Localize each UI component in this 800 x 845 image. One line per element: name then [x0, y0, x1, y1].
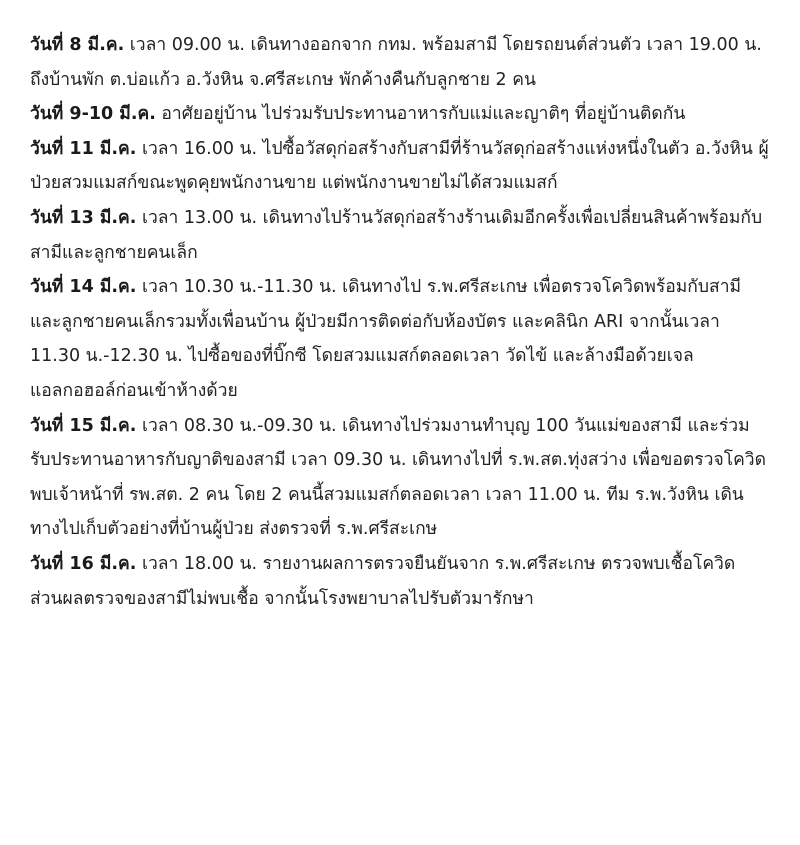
- entry-text: เวลา 10.30 น.-11.30 น. เดินทางไป ร.พ.ศรีสะเกษ เพื่อตรวจโควิดพร้อมกับสามี และลูกชายคนเล็กรวมทั้งเพื่อนบ้าน ผู้ป่วยมีการติดต่อกับห้องบัตร และคลินิก ARI จากนั้นเวลา 11.30 น.-12.30 น. ไปซื้อของที่บิ๊กซี โดยสวมแมสก์ตลอดเวลา วัดไข้ และล้างมือด้วยเจลแอลกอฮอล์ก่อนเข้าห้างด้วย: [30, 277, 742, 401]
- entry-text: เวลา 08.30 น.-09.30 น. เดินทางไปร่วมงานทำบุญ 100 วันแม่ของสามี และร่วมรับประทานอาหารกับญาติของสามี เวลา 09.30 น. เดินทางไปที่ ร.พ.สต.ทุ่งสว่าง เพื่อขอตรวจโควิด พบเจ้าหน้าที่ รพ.สต. 2 คน โดย 2 คนนี้สวมแมสก์ตลอดเวลา เวลา 11.00 น. ทีม ร.พ.วังหิน เดินทางไปเก็บตัวอย่างที่บ้านผู้ป่วย ส่งตรวจที่ ร.พ.ศรีสะเกษ: [30, 415, 766, 540]
- timeline-entry: [30, 132, 770, 201]
- timeline-entry: [30, 97, 770, 132]
- entry-date: วันที่ 11 มี.ค.: [30, 138, 137, 159]
- entry-text: อาศัยอยู่บ้าน ไปร่วมรับประทานอาหารกับแม่และญาติๆ ที่อยู่บ้านติดกัน: [155, 104, 686, 125]
- entry-text: เวลา 09.00 น. เดินทางออกจาก กทม. พร้อมสามี โดยรถยนต์ส่วนตัว เวลา 19.00 น. ถึงบ้านพัก ต.บ่อแก้ว อ.วังหิน จ.ศรีสะเกษ พักค้างคืนกับลูกชาย 2 คน: [30, 35, 762, 90]
- entry-date: วันที่ 8 มี.ค.: [30, 35, 125, 55]
- timeline-entry: [30, 28, 770, 97]
- entry-date: วันที่ 13 มี.ค.: [30, 207, 137, 228]
- entry-date: วันที่ 15 มี.ค.: [30, 415, 137, 436]
- timeline-entry: [30, 547, 770, 616]
- timeline-entry: [30, 201, 770, 270]
- entry-text: เวลา 16.00 น. ไปซื้อวัสดุก่อสร้างกับสามีที่ร้านวัสดุก่อสร้างแห่งหนึ่งในตัว อ.วังหิน ผู้ป่วยสวมแมสก์ขณะพูดคุยพนักงานขาย แต่พนักงานขายไม่ได้สวมแมสก์: [30, 138, 769, 194]
- timeline-entry: [30, 270, 770, 408]
- entry-date: วันที่ 9-10 มี.ค.: [30, 104, 156, 125]
- timeline-entry: [30, 409, 770, 547]
- entry-text: เวลา 13.00 น. เดินทางไปร้านวัสดุก่อสร้างร้านเดิมอีกครั้งเพื่อเปลี่ยนสินค้าพร้อมกับสามีและลูกชายคนเล็ก: [30, 207, 763, 263]
- entry-date: วันที่ 16 มี.ค.: [30, 553, 137, 574]
- entry-date: วันที่ 14 มี.ค.: [30, 277, 137, 298]
- entry-text: เวลา 18.00 น. รายงานผลการตรวจยืนยันจาก ร.พ.ศรีสะเกษ ตรวจพบเชื้อโควิด ส่วนผลตรวจของสามีไม่พบเชื้อ จากนั้นโรงพยาบาลไปรับตัวมารักษา: [30, 553, 736, 609]
